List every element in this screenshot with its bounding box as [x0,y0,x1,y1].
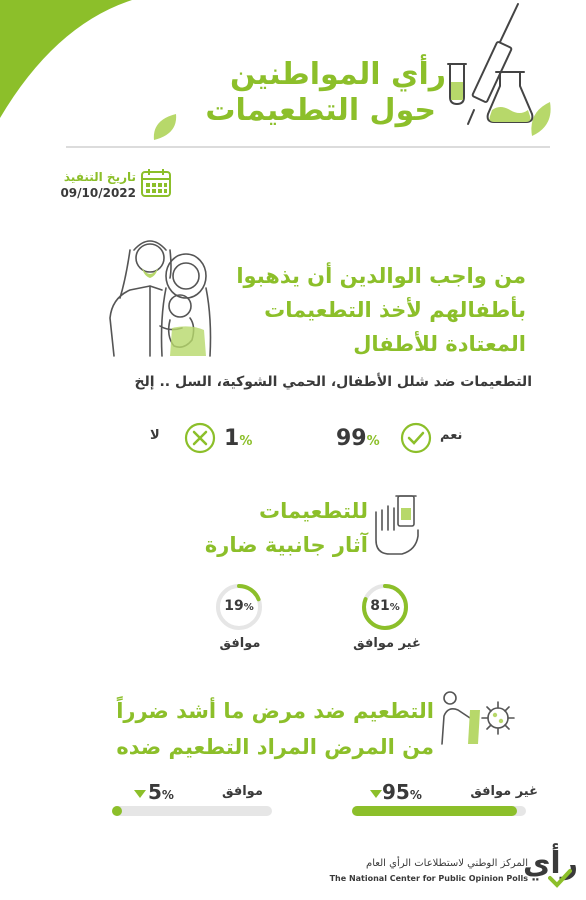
q1-no-percent: 1% [224,426,253,451]
date-value: 09/10/2022 [60,186,136,200]
footer-org-ar: المركز الوطني لاستطلاعات الرأي العام [366,858,528,869]
header-divider [66,146,550,148]
q1-line3: المعتادة للأطفال [353,332,526,356]
q1-yes-stat [336,420,526,460]
vaccine-lab-icon [440,2,540,137]
q3-agree-label: موافق [222,784,263,799]
caret-down-icon [370,790,382,800]
q1-no-label: لا [150,428,160,443]
q3-line2: من المرض المراد التطعيم ضده [116,735,434,759]
q1-yes-percent: 99% [336,426,380,451]
q2-agree-percent: 19% [224,598,254,614]
date-label: تاريخ التنفيذ [63,170,136,184]
q2-agree-label: موافق [219,636,261,651]
q2-disagree-label: غير موافق [353,636,421,651]
q2-line2: آثار جانبية ضارة [204,533,368,557]
q1-subtitle: التطعيمات ضد شلل الأطفال، الحمي الشوكية، السل .. إلخ [134,374,532,390]
page-title-line2: حول التطعيمات [205,93,436,128]
q2-line1: للتطعيمات [259,499,368,523]
q1-yes-label: نعم [440,428,463,443]
hand-vaccine-icon [372,490,422,560]
q3-agree-bar-track [112,806,272,816]
check-icon [400,422,432,454]
q3-line1: التطعيم ضد مرض ما أشد ضرراً [116,699,434,723]
calendar-icon [140,168,172,198]
q1-line2: بأطفالهم لأخذ التطعيمات [264,298,526,322]
footer-logo: رأي [522,846,578,881]
page-title-line1: رأي المواطنين [230,57,446,92]
logo-check-icon [548,868,572,888]
q3-disagree-label: غير موافق [470,784,538,799]
q3-agree-bar-fill [112,806,122,816]
q3-disagree-bar-fill [352,806,517,816]
x-icon [184,422,216,454]
q2-disagree-percent: 81% [370,598,400,614]
q3-agree-percent: 5% [148,780,174,804]
q3-disagree-percent: 95% [382,780,422,804]
q1-line1: من واجب الوالدين أن يذهبوا [236,264,526,288]
footer-org-en: The National Center for Public Opinion Polls [329,874,528,883]
caret-down-icon-2 [134,790,146,800]
virus-person-icon [440,688,520,748]
q1-no-stat [150,420,290,460]
